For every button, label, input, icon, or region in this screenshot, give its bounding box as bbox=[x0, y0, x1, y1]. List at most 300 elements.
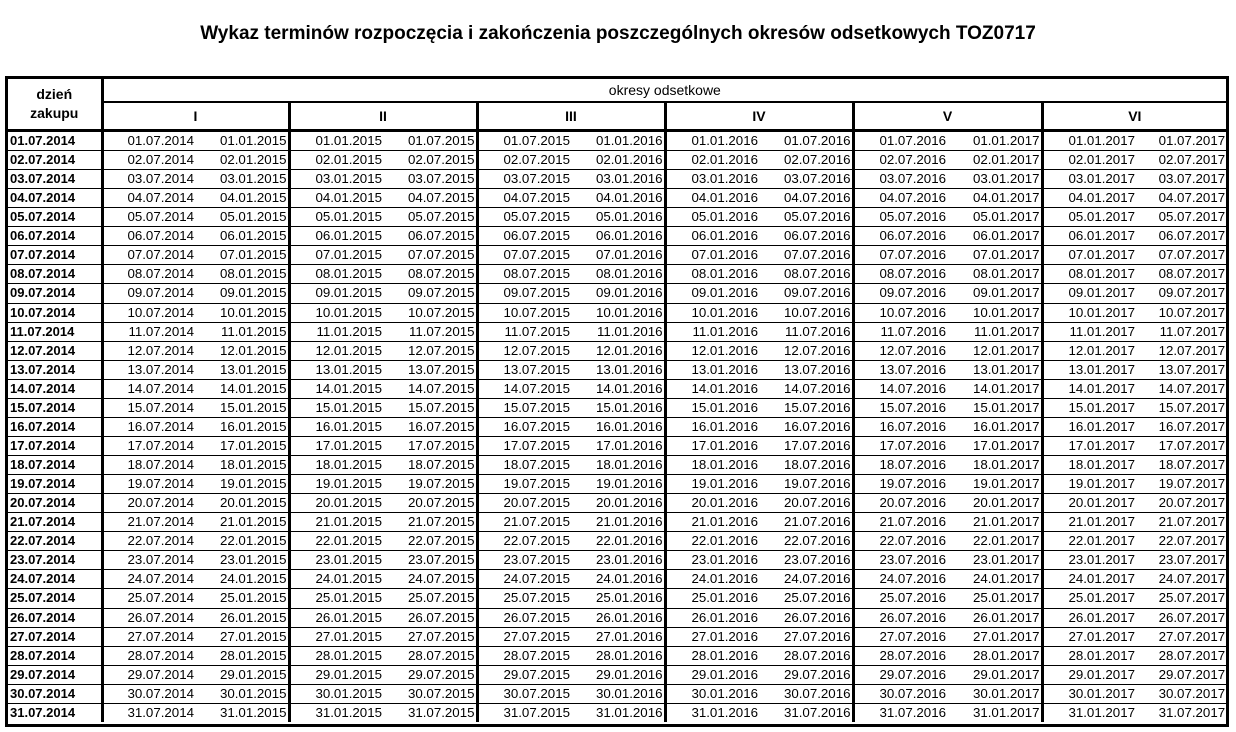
period-start-cell: 17.01.2017 bbox=[1042, 436, 1136, 455]
period-end-cell: 22.07.2015 bbox=[383, 532, 477, 551]
period-end-cell: 09.07.2016 bbox=[759, 284, 853, 303]
purchase-day-cell: 08.07.2014 bbox=[8, 265, 102, 284]
period-end-cell: 31.07.2016 bbox=[783, 705, 851, 721]
period-end-cell: 09.01.2015 bbox=[195, 284, 289, 303]
period-end-cell: 17.07.2015 bbox=[383, 436, 477, 455]
period-start-cell: 11.01.2016 bbox=[665, 322, 759, 341]
table-row bbox=[8, 570, 1226, 589]
period-start-cell: 20.01.2015 bbox=[289, 494, 383, 513]
period-start-cell: 02.07.2016 bbox=[853, 151, 947, 170]
period-start-cell: 06.07.2016 bbox=[853, 227, 947, 246]
purchase-day-cell: 15.07.2014 bbox=[8, 398, 102, 417]
period-start-cell: 09.01.2017 bbox=[1042, 284, 1136, 303]
period-end-cell: 14.07.2017 bbox=[1136, 379, 1226, 398]
period-start-cell: 25.07.2016 bbox=[853, 589, 947, 608]
period-start-cell: 12.07.2016 bbox=[853, 341, 947, 360]
table-row bbox=[8, 170, 1226, 189]
table-row bbox=[8, 475, 1226, 494]
period-start-cell: 14.07.2014 bbox=[102, 379, 195, 398]
period-start-cell: 24.07.2016 bbox=[853, 570, 947, 589]
table-row bbox=[8, 379, 1226, 398]
period-start-cell: 14.01.2017 bbox=[1042, 379, 1136, 398]
table-row bbox=[8, 151, 1226, 170]
period-end-cell: 17.01.2015 bbox=[195, 436, 289, 455]
period-start-cell: 10.01.2015 bbox=[289, 303, 383, 322]
period-end-cell: 14.01.2015 bbox=[195, 379, 289, 398]
purchase-day-cell: 25.07.2014 bbox=[8, 589, 102, 608]
period-end-cell: 14.07.2016 bbox=[759, 379, 853, 398]
period-start-cell: 11.07.2015 bbox=[477, 322, 571, 341]
period-start-cell: 28.07.2016 bbox=[853, 646, 947, 665]
period-end-cell: 29.01.2017 bbox=[947, 665, 1042, 684]
period-end-cell: 23.01.2016 bbox=[571, 551, 665, 570]
period-end-cell: 09.01.2017 bbox=[947, 284, 1042, 303]
period-start-cell: 23.01.2017 bbox=[1042, 551, 1136, 570]
period-end-cell: 16.01.2015 bbox=[195, 417, 289, 436]
period-end-cell: 27.07.2015 bbox=[383, 627, 477, 646]
period-end-cell: 11.01.2016 bbox=[571, 322, 665, 341]
period-start-cell: 30.07.2015 bbox=[477, 684, 571, 703]
period-start-cell: 22.07.2014 bbox=[102, 532, 195, 551]
period-end-cell: 22.01.2017 bbox=[947, 532, 1042, 551]
period-start-cell: 26.01.2016 bbox=[665, 608, 759, 627]
period-start-cell: 09.01.2016 bbox=[665, 284, 759, 303]
period-end-cell: 23.01.2015 bbox=[195, 551, 289, 570]
period-end-cell: 21.07.2016 bbox=[759, 513, 853, 532]
period-start-cell: 12.07.2015 bbox=[477, 341, 571, 360]
table-row bbox=[8, 494, 1226, 513]
period-start-cell: 04.01.2017 bbox=[1042, 189, 1136, 208]
purchase-day-cell: 29.07.2014 bbox=[8, 665, 102, 684]
purchase-day-cell: 01.07.2014 bbox=[8, 131, 102, 151]
table-row bbox=[8, 303, 1226, 322]
period-end-cell: 06.07.2016 bbox=[759, 227, 853, 246]
period-end-cell: 19.07.2015 bbox=[383, 475, 477, 494]
table-row bbox=[8, 360, 1226, 379]
table-row bbox=[8, 436, 1226, 455]
period-start-cell: 21.07.2015 bbox=[477, 513, 571, 532]
period-end-cell: 17.01.2016 bbox=[571, 436, 665, 455]
period-start-cell: 02.01.2017 bbox=[1042, 151, 1136, 170]
period-end-cell: 26.07.2016 bbox=[759, 608, 853, 627]
period-end-cell: 27.01.2017 bbox=[947, 627, 1042, 646]
period-start-cell: 07.07.2015 bbox=[477, 246, 571, 265]
period-end-cell: 27.01.2016 bbox=[571, 627, 665, 646]
period-end-cell: 23.07.2017 bbox=[1136, 551, 1226, 570]
period-start-cell: 29.01.2017 bbox=[1042, 665, 1136, 684]
table-row bbox=[8, 646, 1226, 665]
period-end-cell: 04.01.2016 bbox=[571, 189, 665, 208]
period-end-cell: 05.07.2016 bbox=[759, 208, 853, 227]
period-start-cell: 23.01.2016 bbox=[665, 551, 759, 570]
period-end-cell: 24.01.2016 bbox=[571, 570, 665, 589]
period-start-cell: 08.07.2014 bbox=[102, 265, 195, 284]
period-start-cell: 31.01.2015 bbox=[289, 703, 383, 722]
period-start-cell: 01.01.2015 bbox=[289, 131, 383, 151]
period-start-cell: 17.07.2016 bbox=[853, 436, 947, 455]
period-end-cell: 05.01.2017 bbox=[947, 208, 1042, 227]
period-end-cell: 04.01.2015 bbox=[195, 189, 289, 208]
period-end-cell: 25.01.2016 bbox=[571, 589, 665, 608]
period-start-cell: 28.01.2015 bbox=[289, 646, 383, 665]
period-start-cell: 28.07.2014 bbox=[102, 646, 195, 665]
period-end-cell: 03.07.2015 bbox=[383, 170, 477, 189]
period-start-cell: 01.07.2014 bbox=[102, 131, 195, 151]
period-start-cell: 01.07.2016 bbox=[853, 131, 947, 151]
period-start-cell: 22.01.2017 bbox=[1042, 532, 1136, 551]
period-start-cell: 21.01.2015 bbox=[289, 513, 383, 532]
period-start-cell: 13.07.2016 bbox=[853, 360, 947, 379]
period-end-cell: 03.01.2015 bbox=[195, 170, 289, 189]
period-end-cell: 30.01.2017 bbox=[947, 684, 1042, 703]
period-end-cell: 25.01.2015 bbox=[195, 589, 289, 608]
purchase-day-cell: 04.07.2014 bbox=[8, 189, 102, 208]
period-end-cell: 26.01.2016 bbox=[571, 608, 665, 627]
period-start-cell: 31.01.2016 bbox=[665, 703, 759, 722]
interest-periods-group-header: okresy odsetkowe bbox=[102, 79, 1226, 102]
period-end-cell: 11.01.2015 bbox=[195, 322, 289, 341]
period-start-cell: 18.01.2017 bbox=[1042, 456, 1136, 475]
period-end-cell: 18.01.2017 bbox=[947, 456, 1042, 475]
period-start-cell: 01.07.2015 bbox=[477, 131, 571, 151]
period-end-cell: 12.07.2016 bbox=[759, 341, 853, 360]
period-end-cell: 04.07.2017 bbox=[1136, 189, 1226, 208]
period-end-cell: 20.07.2017 bbox=[1136, 494, 1226, 513]
period-start-cell: 18.01.2015 bbox=[289, 456, 383, 475]
purchase-day-cell: 26.07.2014 bbox=[8, 608, 102, 627]
period-end-cell: 30.01.2016 bbox=[571, 684, 665, 703]
period-end-cell: 30.07.2016 bbox=[759, 684, 853, 703]
period-start-cell: 31.07.2016 bbox=[853, 703, 947, 722]
period-start-cell: 17.07.2014 bbox=[102, 436, 195, 455]
period-start-cell: 29.07.2015 bbox=[477, 665, 571, 684]
period-start-cell: 22.07.2016 bbox=[853, 532, 947, 551]
period-end-cell: 07.07.2016 bbox=[759, 246, 853, 265]
period-end-cell: 08.01.2015 bbox=[195, 265, 289, 284]
period-start-cell: 04.07.2015 bbox=[477, 189, 571, 208]
period-start-cell: 13.01.2015 bbox=[289, 360, 383, 379]
period-start-cell: 05.01.2017 bbox=[1042, 208, 1136, 227]
period-start-cell: 06.01.2016 bbox=[665, 227, 759, 246]
period-start-cell: 07.07.2016 bbox=[853, 246, 947, 265]
period-start-cell: 12.01.2015 bbox=[289, 341, 383, 360]
period-end-cell: 10.07.2016 bbox=[759, 303, 853, 322]
period-end-cell: 17.01.2017 bbox=[947, 436, 1042, 455]
period-start-cell: 07.07.2014 bbox=[102, 246, 195, 265]
period-start-cell: 26.01.2017 bbox=[1042, 608, 1136, 627]
period-start-cell: 11.07.2016 bbox=[853, 322, 947, 341]
period-start-cell: 08.07.2016 bbox=[853, 265, 947, 284]
table-row bbox=[8, 208, 1226, 227]
period-end-cell: 05.01.2016 bbox=[571, 208, 665, 227]
period-end-cell: 23.01.2017 bbox=[947, 551, 1042, 570]
period-start-cell: 08.01.2015 bbox=[289, 265, 383, 284]
period-start-cell: 14.07.2016 bbox=[853, 379, 947, 398]
period-start-cell: 03.01.2017 bbox=[1042, 170, 1136, 189]
period-end-cell: 12.01.2017 bbox=[947, 341, 1042, 360]
table-row bbox=[8, 227, 1226, 246]
period-end-cell: 01.01.2016 bbox=[571, 131, 665, 151]
period-end-cell: 15.01.2016 bbox=[571, 398, 665, 417]
period-end-cell: 25.07.2016 bbox=[759, 589, 853, 608]
period-start-cell: 10.01.2016 bbox=[665, 303, 759, 322]
period-start-cell: 09.07.2014 bbox=[102, 284, 195, 303]
period-end-cell: 14.01.2017 bbox=[947, 379, 1042, 398]
period-start-cell: 16.01.2017 bbox=[1042, 417, 1136, 436]
period-end-cell: 09.01.2016 bbox=[571, 284, 665, 303]
period-start-cell: 20.07.2016 bbox=[853, 494, 947, 513]
period-start-cell: 24.01.2017 bbox=[1042, 570, 1136, 589]
period-start-cell: 26.07.2014 bbox=[102, 608, 195, 627]
period-start-cell: 15.01.2016 bbox=[665, 398, 759, 417]
period-start-cell: 04.01.2016 bbox=[665, 189, 759, 208]
period-end-cell: 16.07.2015 bbox=[383, 417, 477, 436]
period-start-cell: 15.01.2017 bbox=[1042, 398, 1136, 417]
period-end-cell: 03.07.2017 bbox=[1136, 170, 1226, 189]
period-end-cell: 03.01.2016 bbox=[571, 170, 665, 189]
period-end-cell: 17.07.2017 bbox=[1136, 436, 1226, 455]
period-end-cell: 15.01.2015 bbox=[195, 398, 289, 417]
period-end-cell: 15.07.2015 bbox=[383, 398, 477, 417]
period-start-cell: 21.01.2016 bbox=[665, 513, 759, 532]
period-end-cell: 05.01.2015 bbox=[195, 208, 289, 227]
period-start-cell: 03.07.2016 bbox=[853, 170, 947, 189]
period-start-cell: 20.01.2017 bbox=[1042, 494, 1136, 513]
period-start-cell: 29.07.2014 bbox=[102, 665, 195, 684]
interest-periods-table bbox=[8, 79, 1226, 722]
period-end-cell: 19.07.2016 bbox=[759, 475, 853, 494]
period-start-cell: 31.07.2015 bbox=[477, 703, 571, 722]
purchase-day-cell: 18.07.2014 bbox=[8, 456, 102, 475]
period-end-cell: 01.07.2015 bbox=[383, 131, 477, 151]
period-start-cell: 16.07.2015 bbox=[477, 417, 571, 436]
period-end-cell: 05.07.2017 bbox=[1136, 208, 1226, 227]
period-start-cell: 02.07.2015 bbox=[477, 151, 571, 170]
period-end-cell: 21.07.2017 bbox=[1136, 513, 1226, 532]
period-end-cell: 21.01.2015 bbox=[195, 513, 289, 532]
period-start-cell: 28.01.2016 bbox=[665, 646, 759, 665]
period-end-cell: 20.07.2016 bbox=[759, 494, 853, 513]
table-row bbox=[8, 284, 1226, 303]
period-end-cell: 31.01.2016 bbox=[595, 705, 663, 721]
period-end-cell: 09.07.2017 bbox=[1136, 284, 1226, 303]
period-start-cell: 13.01.2017 bbox=[1042, 360, 1136, 379]
period-end-cell: 29.01.2016 bbox=[571, 665, 665, 684]
table-row bbox=[8, 189, 1226, 208]
period-header: VI bbox=[1042, 102, 1226, 131]
period-end-cell: 22.07.2017 bbox=[1136, 532, 1226, 551]
period-end-cell: 11.07.2015 bbox=[383, 322, 477, 341]
period-start-cell: 22.01.2015 bbox=[289, 532, 383, 551]
period-end-cell: 01.01.2017 bbox=[947, 131, 1042, 151]
period-end-cell: 18.01.2015 bbox=[195, 456, 289, 475]
period-start-cell: 30.07.2014 bbox=[102, 684, 195, 703]
table-row bbox=[8, 551, 1226, 570]
period-end-cell: 10.01.2016 bbox=[571, 303, 665, 322]
period-start-cell: 01.01.2017 bbox=[1042, 131, 1136, 151]
period-end-cell: 18.07.2015 bbox=[383, 456, 477, 475]
purchase-day-cell: 13.07.2014 bbox=[8, 360, 102, 379]
period-end-cell: 25.07.2017 bbox=[1136, 589, 1226, 608]
period-start-cell: 25.07.2014 bbox=[102, 589, 195, 608]
table-row bbox=[8, 589, 1226, 608]
period-end-cell: 01.07.2017 bbox=[1136, 131, 1226, 151]
period-end-cell: 04.07.2015 bbox=[383, 189, 477, 208]
period-start-cell: 19.01.2015 bbox=[289, 475, 383, 494]
period-start-cell: 09.01.2015 bbox=[289, 284, 383, 303]
period-end-cell: 02.01.2017 bbox=[947, 151, 1042, 170]
period-end-cell: 20.07.2015 bbox=[383, 494, 477, 513]
period-start-cell: 25.01.2016 bbox=[665, 589, 759, 608]
period-start-cell: 08.01.2016 bbox=[665, 265, 759, 284]
period-start-cell: 27.01.2015 bbox=[289, 627, 383, 646]
period-start-cell: 29.07.2016 bbox=[853, 665, 947, 684]
period-end-cell: 13.07.2015 bbox=[383, 360, 477, 379]
period-start-cell: 28.07.2015 bbox=[477, 646, 571, 665]
period-end-cell: 13.07.2017 bbox=[1136, 360, 1226, 379]
period-start-cell: 27.01.2016 bbox=[665, 627, 759, 646]
period-end-cell: 28.07.2017 bbox=[1136, 646, 1226, 665]
period-start-cell: 26.07.2015 bbox=[477, 608, 571, 627]
period-start-cell: 05.07.2015 bbox=[477, 208, 571, 227]
period-end-cell: 02.07.2016 bbox=[759, 151, 853, 170]
period-end-cell: 13.01.2015 bbox=[195, 360, 289, 379]
period-start-cell: 10.07.2015 bbox=[477, 303, 571, 322]
period-end-cell: 24.07.2015 bbox=[383, 570, 477, 589]
table-row bbox=[8, 246, 1226, 265]
period-start-cell: 17.07.2015 bbox=[477, 436, 571, 455]
period-end-cell: 08.07.2017 bbox=[1136, 265, 1226, 284]
purchase-day-header-line2: zakupu bbox=[30, 105, 79, 121]
table-row bbox=[8, 341, 1226, 360]
period-end-cell: 01.01.2015 bbox=[195, 131, 289, 151]
period-end-cell: 13.07.2016 bbox=[759, 360, 853, 379]
period-start-cell: 02.01.2015 bbox=[289, 151, 383, 170]
period-end-cell: 18.07.2017 bbox=[1136, 456, 1226, 475]
period-start-cell: 03.01.2016 bbox=[665, 170, 759, 189]
period-start-cell: 15.01.2015 bbox=[289, 398, 383, 417]
period-end-cell: 02.07.2017 bbox=[1136, 151, 1226, 170]
period-start-cell: 30.01.2015 bbox=[289, 684, 383, 703]
period-start-cell: 09.07.2015 bbox=[477, 284, 571, 303]
period-end-cell: 04.01.2017 bbox=[947, 189, 1042, 208]
period-start-cell: 21.07.2016 bbox=[853, 513, 947, 532]
period-end-cell: 11.07.2017 bbox=[1136, 322, 1226, 341]
period-end-cell: 12.07.2017 bbox=[1136, 341, 1226, 360]
period-end-cell: 21.07.2015 bbox=[383, 513, 477, 532]
period-start-cell: 02.01.2016 bbox=[665, 151, 759, 170]
period-end-cell: 08.01.2016 bbox=[571, 265, 665, 284]
purchase-day-cell: 23.07.2014 bbox=[8, 551, 102, 570]
period-start-cell: 24.07.2014 bbox=[102, 570, 195, 589]
period-end-cell: 24.07.2017 bbox=[1136, 570, 1226, 589]
period-start-cell: 18.01.2016 bbox=[665, 456, 759, 475]
period-start-cell: 07.01.2015 bbox=[289, 246, 383, 265]
period-start-cell: 14.07.2015 bbox=[477, 379, 571, 398]
period-end-cell: 25.07.2015 bbox=[383, 589, 477, 608]
period-end-cell: 28.07.2016 bbox=[759, 646, 853, 665]
purchase-day-cell: 20.07.2014 bbox=[8, 494, 102, 513]
period-start-cell: 03.01.2015 bbox=[289, 170, 383, 189]
purchase-day-cell: 02.07.2014 bbox=[8, 151, 102, 170]
period-start-cell: 06.07.2015 bbox=[477, 227, 571, 246]
period-start-cell: 15.07.2016 bbox=[853, 398, 947, 417]
period-start-cell: 17.01.2015 bbox=[289, 436, 383, 455]
interest-periods-table-frame bbox=[5, 76, 1229, 727]
period-start-cell: 02.07.2014 bbox=[102, 151, 195, 170]
period-end-cell: 30.07.2017 bbox=[1136, 684, 1226, 703]
period-end-cell: 26.07.2015 bbox=[383, 608, 477, 627]
period-end-cell: 31.01.2017 bbox=[972, 705, 1040, 721]
period-header: III bbox=[477, 102, 665, 131]
period-start-cell: 22.07.2015 bbox=[477, 532, 571, 551]
period-start-cell: 23.07.2016 bbox=[853, 551, 947, 570]
period-start-cell: 25.01.2017 bbox=[1042, 589, 1136, 608]
period-start-cell: 31.07.2014 bbox=[127, 705, 194, 721]
period-end-cell: 24.07.2016 bbox=[759, 570, 853, 589]
period-start-cell: 22.01.2016 bbox=[665, 532, 759, 551]
table-row bbox=[8, 513, 1226, 532]
purchase-day-cell: 12.07.2014 bbox=[8, 341, 102, 360]
period-start-cell: 29.01.2016 bbox=[665, 665, 759, 684]
period-end-cell: 24.01.2015 bbox=[195, 570, 289, 589]
period-start-cell: 05.07.2014 bbox=[102, 208, 195, 227]
period-end-cell: 22.01.2016 bbox=[571, 532, 665, 551]
period-end-cell: 05.07.2015 bbox=[383, 208, 477, 227]
period-end-cell: 10.01.2015 bbox=[195, 303, 289, 322]
period-end-cell: 26.01.2017 bbox=[947, 608, 1042, 627]
purchase-day-cell: 14.07.2014 bbox=[8, 379, 102, 398]
period-end-cell: 29.07.2015 bbox=[383, 665, 477, 684]
purchase-day-cell: 05.07.2014 bbox=[8, 208, 102, 227]
page-title: Wykaz terminów rozpoczęcia i zakończenia poszczególnych okresów odsetkowych TOZ0717 bbox=[200, 23, 1036, 44]
period-end-cell: 12.01.2015 bbox=[195, 341, 289, 360]
period-end-cell: 09.07.2015 bbox=[383, 284, 477, 303]
period-end-cell: 26.01.2015 bbox=[195, 608, 289, 627]
period-end-cell: 07.07.2015 bbox=[383, 246, 477, 265]
period-end-cell: 18.07.2016 bbox=[759, 456, 853, 475]
period-start-cell: 19.07.2016 bbox=[853, 475, 947, 494]
period-start-cell: 08.07.2015 bbox=[477, 265, 571, 284]
period-header-row bbox=[8, 102, 1226, 131]
period-end-cell: 19.01.2016 bbox=[571, 475, 665, 494]
period-end-cell: 29.07.2016 bbox=[759, 665, 853, 684]
period-end-cell: 29.01.2015 bbox=[195, 665, 289, 684]
period-end-cell: 07.01.2016 bbox=[571, 246, 665, 265]
period-end-cell: 31.01.2015 bbox=[219, 705, 287, 721]
table-row bbox=[8, 265, 1226, 284]
period-end-cell: 08.07.2016 bbox=[759, 265, 853, 284]
period-start-cell: 24.07.2015 bbox=[477, 570, 571, 589]
period-start-cell: 21.07.2014 bbox=[102, 513, 195, 532]
period-start-cell: 24.01.2015 bbox=[289, 570, 383, 589]
period-end-cell: 02.01.2015 bbox=[195, 151, 289, 170]
period-start-cell: 17.01.2016 bbox=[665, 436, 759, 455]
period-start-cell: 30.01.2016 bbox=[665, 684, 759, 703]
period-end-cell: 16.01.2016 bbox=[571, 417, 665, 436]
period-end-cell: 28.01.2017 bbox=[947, 646, 1042, 665]
period-end-cell: 27.07.2017 bbox=[1136, 627, 1226, 646]
period-end-cell: 23.07.2016 bbox=[759, 551, 853, 570]
period-start-cell: 08.01.2017 bbox=[1042, 265, 1136, 284]
period-start-cell: 15.07.2015 bbox=[477, 398, 571, 417]
period-end-cell: 01.07.2016 bbox=[759, 131, 853, 151]
period-end-cell: 13.01.2016 bbox=[571, 360, 665, 379]
purchase-day-header-line1: dzień bbox=[36, 86, 73, 102]
period-start-cell: 20.07.2014 bbox=[102, 494, 195, 513]
period-start-cell: 19.01.2017 bbox=[1042, 475, 1136, 494]
period-end-cell: 10.01.2017 bbox=[947, 303, 1042, 322]
